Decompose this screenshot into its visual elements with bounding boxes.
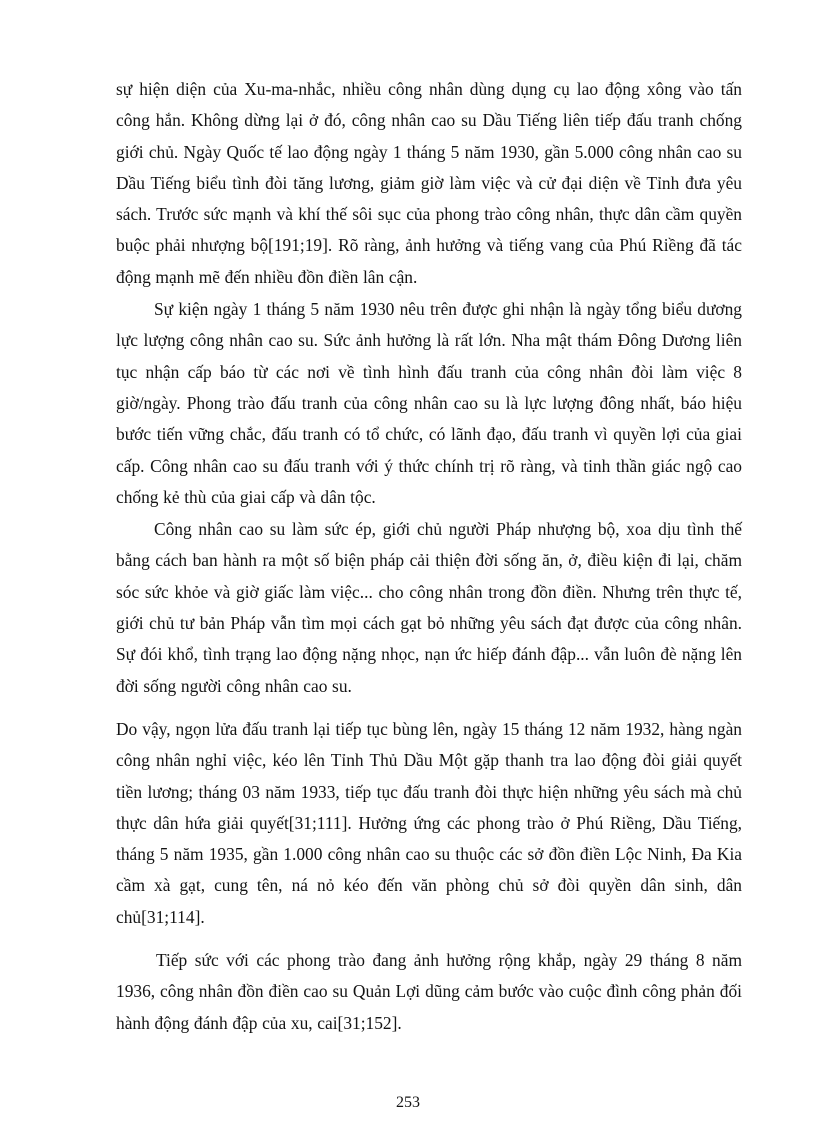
paragraph-4: Do vậy, ngọn lửa đấu tranh lại tiếp tục bùng lên, ngày 15 tháng 12 năm 1932, hàng ngàn công nhân nghỉ việc, kéo lên Tỉnh Thủ Dầu Một gặp thanh tra lao động đòi giải quyết tiền lương; tháng 03 năm 1933, tiếp tục đấu tranh đòi thực hiện những yêu sách mà chủ thực dân hứa giải quyết[31;111]. Hưởng ứng các phong trào ở Phú Riềng, Dầu Tiếng, tháng 5 năm 1935, gần 1.000 công nhân cao su thuộc các sở đồn điền Lộc Ninh, Đa Kia cầm xà gạt, cung tên, ná nỏ kéo đến văn phòng chủ sở đòi quyền dân sinh, dân chủ[31;114].: [116, 718, 742, 927]
paragraph-1: sự hiện diện của Xu-ma-nhắc, nhiều công nhân dùng dụng cụ lao động xông vào tấn công hắn. Không dừng lại ở đó, công nhân cao su Dầu Tiếng liên tiếp đấu tranh chống giới chủ. Ngày Quốc tế lao động ngày 1 tháng 5 năm 1930, gần 5.000 công nhân cao su Dầu Tiếng biểu tình đòi tăng lương, giảm giờ làm việc và cử đại diện về Tỉnh đưa yêu sách. Trước sức mạnh và khí thế sôi sục của phong trào công nhân, thực dân cầm quyền buộc phải nhượng bộ[191;19]. Rõ ràng, ảnh hưởng và tiếng vang của Phú Riềng đã tác động mạnh mẽ đến nhiều đồn điền lân cận.: [116, 79, 742, 287]
paragraph-3: Công nhân cao su làm sức ép, giới chủ người Pháp nhượng bộ, xoa dịu tình thế bằng cách ban hành ra một số biện pháp cải thiện đời sống ăn, ở, điều kiện đi lại, chăm sóc sức khỏe và giờ giấc làm việc... cho công nhân trong đồn điền. Nhưng trên thực tế, giới chủ tư bản Pháp vẫn tìm mọi cách gạt bỏ những yêu sách đạt được của công nhân. Sự đói khổ, tình trạng lao động nặng nhọc, nạn ức hiếp đánh đập... vẫn luôn đè nặng lên đời sống người công nhân cao su.: [116, 519, 742, 696]
document-body: [116, 74, 742, 1039]
paragraph-2: Sự kiện ngày 1 tháng 5 năm 1930 nêu trên được ghi nhận là ngày tổng biểu dương lực lượng công nhân cao su. Sức ảnh hưởng là rất lớn. Nha mật thám Đông Dương liên tục nhận cấp báo từ các nơi về tình hình đấu tranh của công nhân đòi làm việc 8 giờ/ngày. Phong trào đấu tranh của công nhân cao su là lực lượng đông nhất, báo hiệu bước tiến vững chắc, đấu tranh có tổ chức, có lãnh đạo, đấu tranh vì quyền lợi của giai cấp. Công nhân cao su đấu tranh với ý thức chính trị rõ ràng, và tinh thần giác ngộ cao chống kẻ thù của giai cấp và dân tộc.: [116, 299, 742, 507]
page-number: 253: [396, 1094, 420, 1111]
paragraph-5: Tiếp sức với các phong trào đang ảnh hưởng rộng khắp, ngày 29 tháng 8 năm 1936, công nhân đồn điền cao su Quản Lợi dũng cảm bước vào cuộc đình công phản đối hành động đánh đập của xu, cai[31;152].: [116, 950, 742, 1033]
